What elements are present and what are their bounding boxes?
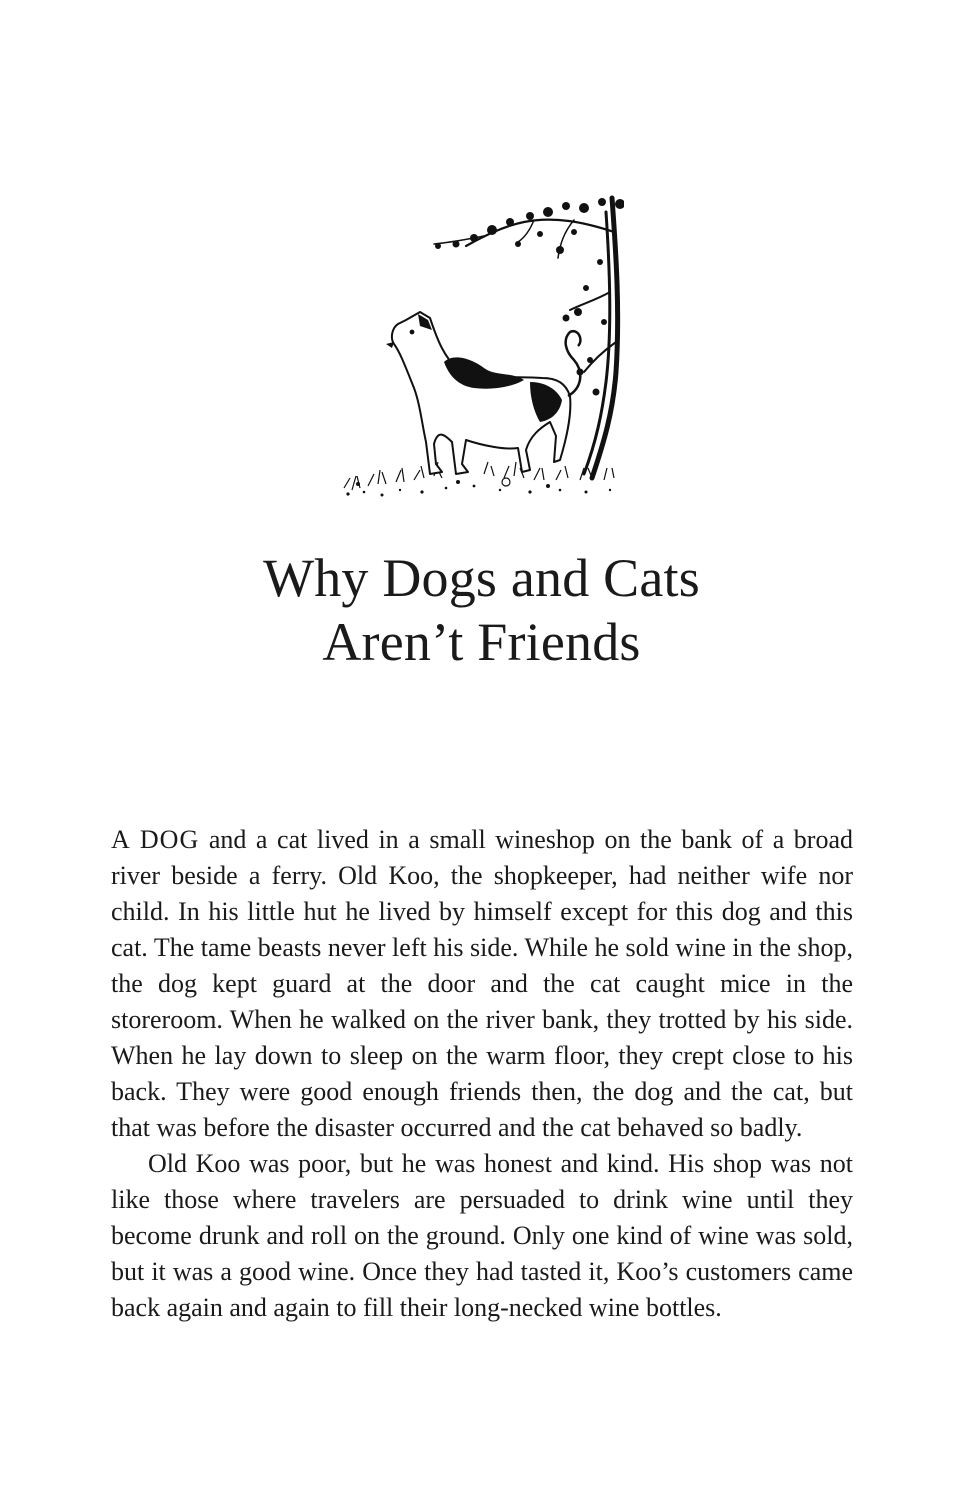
chapter-title xyxy=(0,546,963,674)
chapter-title-line-1: Why Dogs and Cats xyxy=(263,548,700,608)
chapter-body xyxy=(111,822,853,1326)
opening-smallcaps: A DOG xyxy=(111,825,200,854)
chapter-illustration xyxy=(334,192,624,504)
paragraph-2: Old Koo was poor, but he was honest and kind. His shop was not like those where travelers are persuaded to drink wine until they become drunk and roll on the ground. Only one kind of wine was sold, but it was a good wine. Once they had tasted it, Koo’s customers came back again and again to fill their long-necked wine bottles. xyxy=(111,1149,853,1322)
dog-under-tree-icon xyxy=(334,192,624,504)
paragraph-1 xyxy=(111,822,853,1146)
paragraph-1-text: and a cat lived in a small wineshop on the bank of a broad river beside a ferry. Old Koo, the shopkeeper, had neither wife nor child. In his little hut he lived by himself except for this dog and this cat. The tame beasts never left his side. While he sold wine in the shop, the dog kept guard at the door and the cat caught mice in the storeroom. When he walked on the river bank, they trotted by his side. When he lay down to sleep on the warm floor, they crept close to his back. They were good enough friends then, the dog and the cat, but that was before the disaster occurred and the cat behaved so badly. xyxy=(111,825,854,1142)
chapter-title-line-2: Aren’t Friends xyxy=(322,612,641,672)
